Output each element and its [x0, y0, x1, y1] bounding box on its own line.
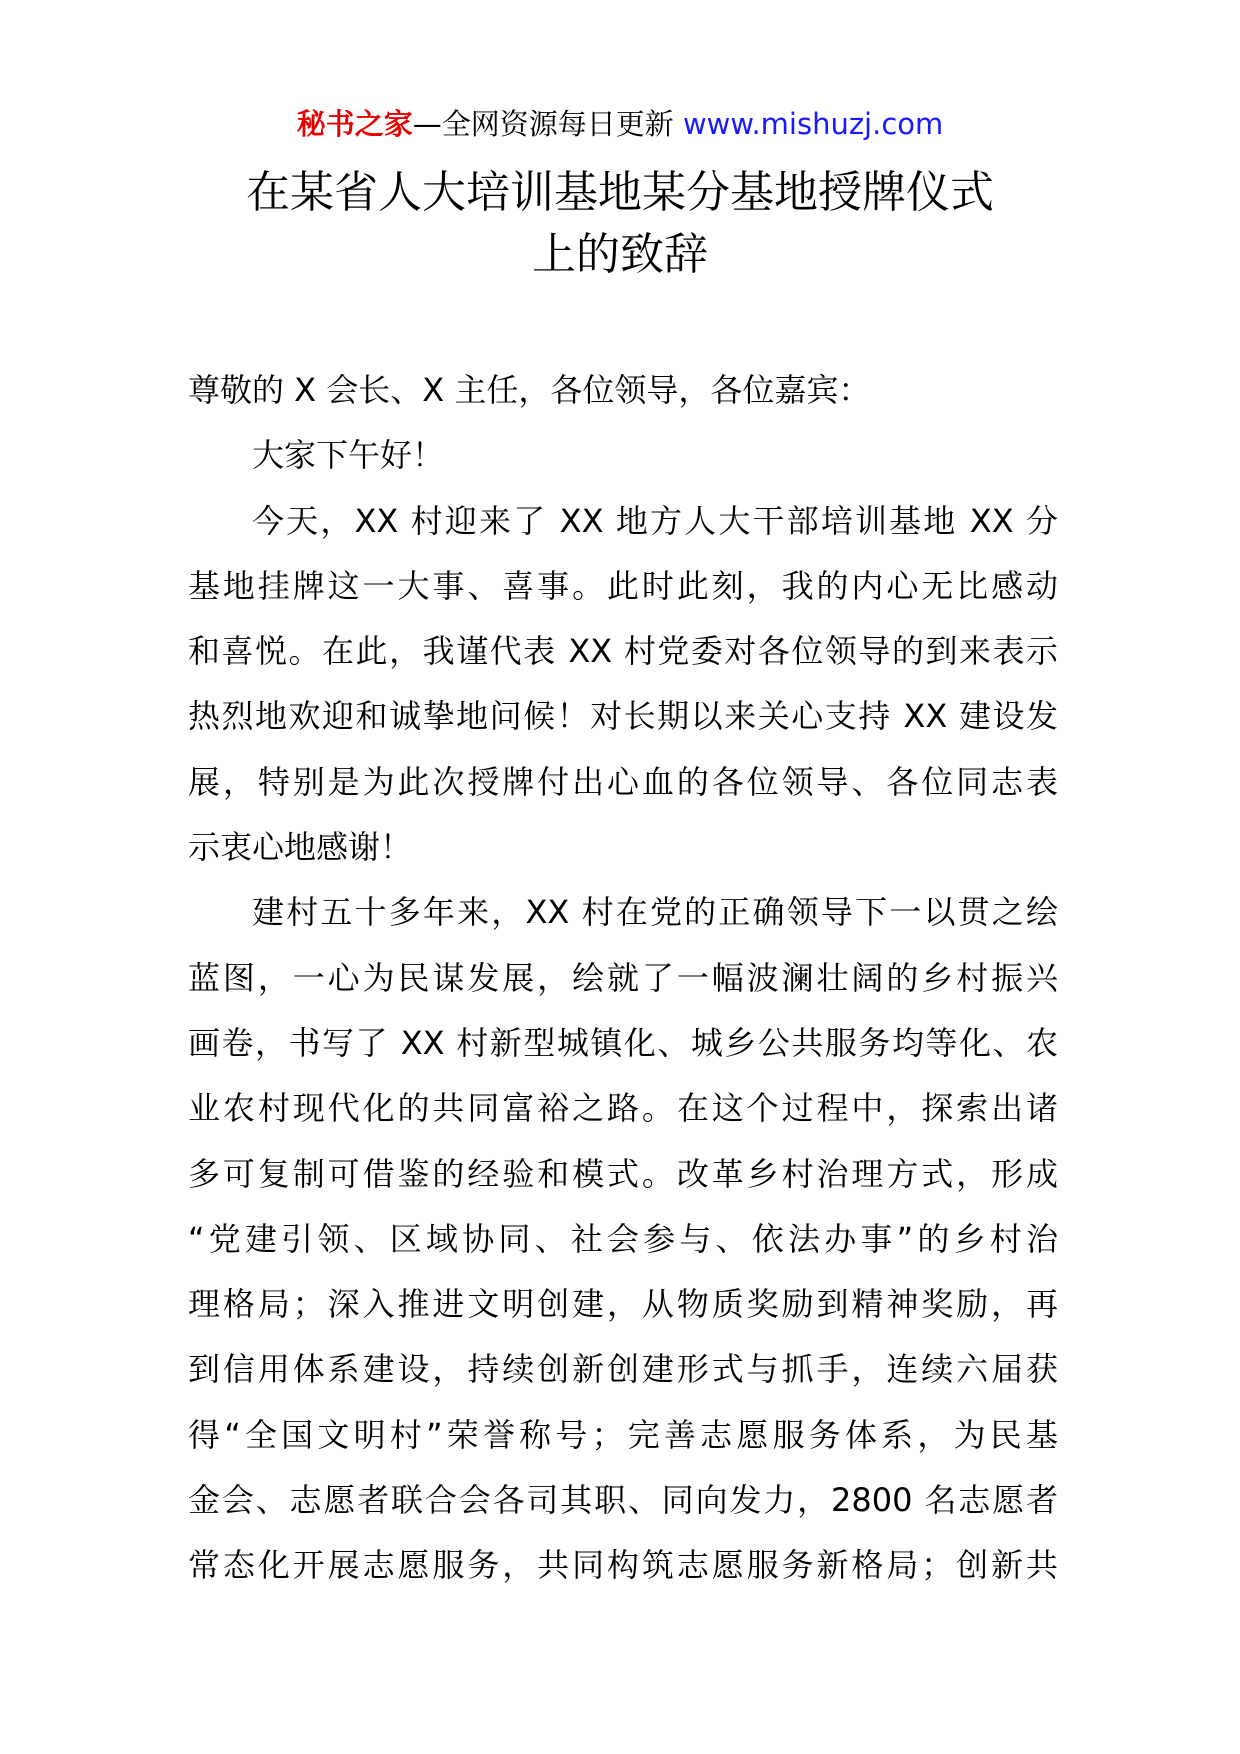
title-line-1: 在某省人大培训基地某分基地授牌仪式 [246, 167, 994, 218]
site-url-link[interactable]: www.mishuzj.com [682, 107, 944, 141]
header-slogan: —全网资源每日更新 [412, 107, 674, 141]
paragraph-line: 多可复制可借鉴的经验和模式。改革乡村治理方式，形成 [188, 1154, 1058, 1193]
paragraph-line: 理格局；深入推进文明创建，从物质奖励到精神奖励，再 [188, 1285, 1058, 1324]
paragraph-line: 示衷心地感谢！ [188, 828, 413, 867]
paragraph-line: 业农村现代化的共同富裕之路。在这个过程中，探索出诸 [188, 1089, 1058, 1128]
document-body [188, 358, 1058, 1599]
document-title [0, 162, 1240, 286]
paragraph-line: 今天，XX 村迎来了 XX 地方人大干部培训基地 XX 分 [252, 501, 1058, 540]
salutation-line: 尊敬的 X 会长、X 主任，各位领导，各位嘉宾： [188, 371, 871, 409]
title-line-2: 上的致辞 [532, 229, 708, 280]
paragraph-line: 展，特别是为此次授牌付出心血的各位领导、各位同志表 [188, 762, 1058, 801]
paragraph-line: 到信用体系建设，持续创新创建形式与抓手，连续六届获 [188, 1350, 1058, 1389]
paragraph-line: “党建引领、区域协同、社会参与、依法办事”的乡村治 [188, 1219, 1058, 1258]
greeting-line: 大家下午好！ [252, 436, 445, 475]
paragraph-line: 常态化开展志愿服务，共同构筑志愿服务新格局；创新共 [188, 1546, 1058, 1585]
paragraph-line: 热烈地欢迎和诚挚地问候！对长期以来关心支持 XX 建设发 [188, 697, 1058, 736]
paragraph-line: 金会、志愿者联合会各司其职、同向发力，2800 名志愿者 [188, 1481, 1058, 1520]
brand-name: 秘书之家 [296, 107, 413, 141]
paragraph-line: 基地挂牌这一大事、喜事。此时此刻，我的内心无比感动 [188, 566, 1058, 605]
site-header [0, 104, 1240, 144]
paragraph-line: 建村五十多年来，XX 村在党的正确领导下一以贯之绘 [252, 893, 1058, 932]
paragraph-line: 和喜悦。在此，我谨代表 XX 村党委对各位领导的到来表示 [188, 632, 1058, 671]
paragraph-line: 蓝图，一心为民谋发展，绘就了一幅波澜壮阔的乡村振兴 [188, 958, 1058, 997]
paragraph-line: 画卷，书写了 XX 村新型城镇化、城乡公共服务均等化、农 [188, 1023, 1058, 1062]
paragraph-line: 得“全国文明村”荣誉称号；完善志愿服务体系，为民基 [188, 1415, 1058, 1454]
